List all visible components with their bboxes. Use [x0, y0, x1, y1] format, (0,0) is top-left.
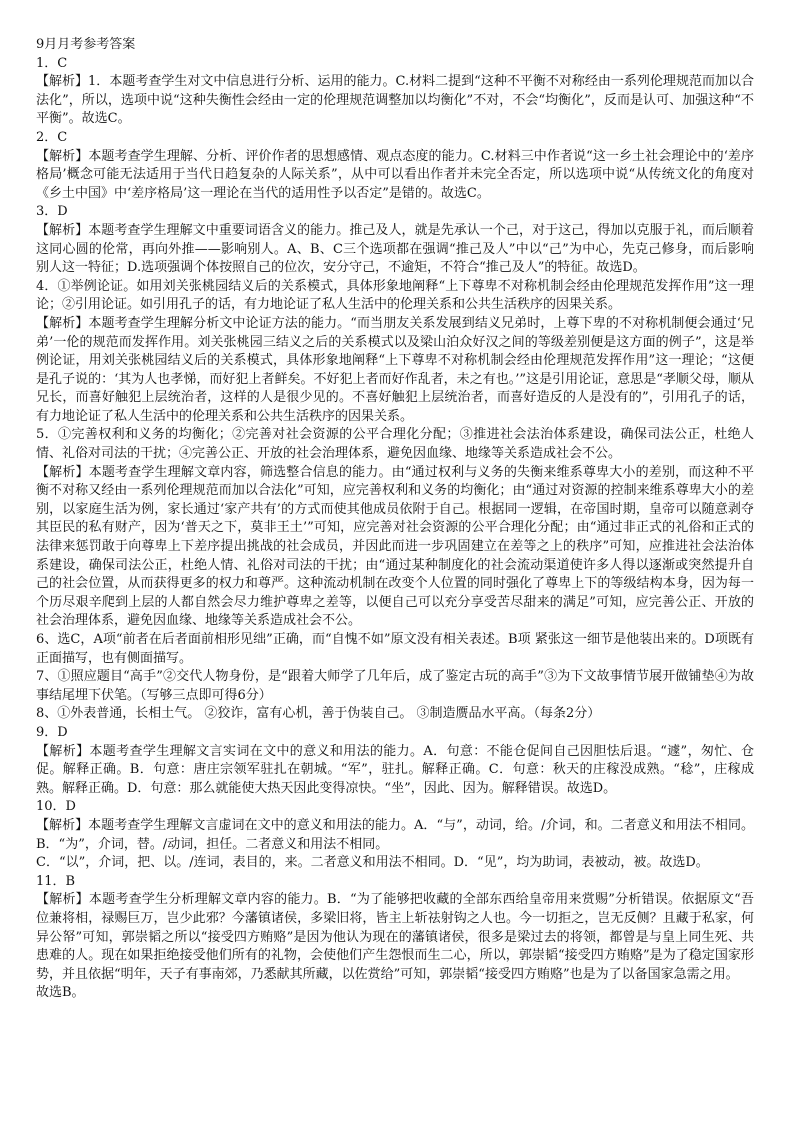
answer-line: 7、①照应题目“高手”②交代人物身份，是“跟着大师学了几年后，成了鉴定古玩的高手”③为下文故事情节展开做铺垫④为故事结尾埋下伏笔。（写够三点即可得6分）	[36, 669, 754, 703]
answer-line: 【解析】本题考查学生理解文中重要词语含义的能力。推己及人，就是先承认一个己，对于这己，得加以克服于礼，而后顺着这同心圆的伦常，再向外推——影响别人。A、B、C三个选项都在强调“推己及人”中以“己”为中心，先克己修身，而后影响别人这一特征；D.选项强调个体按照自己的位次，安分守己，不逾矩，不符合“推己及人”的特征。故选D。	[36, 222, 754, 276]
answer-line: 1．C	[36, 55, 68, 71]
answer-line: 4．①举例论证。如用刘关张桃园结义后的关系模式，具体形象地阐释“上下尊卑不对称机制会经由伦理规范发挥作用”这一理论；②引用论证。如引用孔子的话，有力地论证了私人生活中的伦理关系和公共生活秩序的因果关系。	[36, 278, 754, 313]
answer-line: 11．B	[36, 873, 76, 889]
answer-line: 【解析】本题考查学生理解分析文中论证方法的能力。“而当朋友关系发展到结义兄弟时，上尊下卑的不对称机制便会通过‘兄弟’一伦的规范而发挥作用。刘关张桃园三结义之后的关系模式以及梁山泊众好汉之间的等级差别便是这方面的例子”，这是举例论证，用刘关张桃园结义后的关系模式，具体形象地阐释“上下尊卑不对称机制会经由伦理规范发挥作用”这一理论；“这便是孔子说的：‘其为人也孝悌，而好犯上者鲜矣。不好犯上者而好作乱者，未之有也。’”这是引用论证，意思是“孝顺父母，顺从兄长，而喜好触犯上层统治者，这样的人是很少见的。不喜好触犯上层统治者，而喜好造反的人是没有的”，引用孔子的话，有力地论证了私人生活中的伦理关系和公共生活秩序的因果关系。	[36, 315, 754, 424]
answer-line: 【解析】本题考查学生分析理解文章内容的能力。B．“为了能够把收藏的全部东西给皇帝用来赏赐”分析错误。依据原文“吾位兼将相，禄赐巨万，岂少此邪？今藩镇诸侯，多梁旧将，皆主上斩祛射钩之人也。今一切拒之，岂无反侧？且藏于私家，何异公帑”可知，郭崇韬之所以“接受四方贿赂”是因为他认为现在的藩镇诸侯，很多是梁过去的将领，都曾是与皇上同生死、共患难的人。现在如果拒绝接受他们所有的礼物，会使他们产生怨恨而生二心，所以，郭崇韬“接受四方贿赂”是为了稳定国家形势，并且依据“明年，天子有事南郊，乃悉献其所藏，以佐赏给”可知，郭崇韬“接受四方贿赂”也是为了以备国家急需之用。	[36, 892, 754, 982]
answer-line: 9．D	[36, 724, 68, 740]
answer-line: 【解析】1．本题考查学生对文中信息进行分析、运用的能力。C.材料二提到“这种不平衡不对称经由一系列伦理规范而加以合法化”，所以，选项中说“这种失衡性会经由一定的伦理规范调整加以均衡化”不对，不会“均衡化”，反而是认可、加强这种“不平衡”。故选C。	[36, 74, 754, 127]
answer-line: C．“以”，介词，把、以。/连词，表目的，来。二者意义和用法不相同。D．“见”，均为助词，表被动，被。故选D。	[36, 855, 709, 871]
answer-line: 3．D	[36, 204, 68, 220]
answer-line: 【解析】本题考查学生理解文言实词在文中的意义和用法的能力。A．句意：不能仓促间自己因胆怯后退。“遽”，匆忙、仓促。解释正确。B．句意：唐庄宗领军驻扎在朝城。“军”，驻扎。解释正确。C．句意：秋天的庄稼没成熟。“稔”，庄稼成熟。解释正确。D．句意：那么就能使大热天因此变得凉快。“坐”，因此、因为。解释错误。故选D。	[36, 743, 754, 796]
answer-line: 【解析】本题考查学生理解、分析、评价作者的思想感情、观点态度的能力。C.材料三中作者说“这一乡土社会理论中的‘差序格局’概念可能无法适用于当代日趋复杂的人际关系”，从中可以看出作者并未完全否定，所以选项中说“从传统文化的角度对《乡土中国》中‘差序格局’这一理论在当代的适用性予以否定”是错的。故选C。	[36, 148, 754, 201]
document-title: 9月月考参考答案	[36, 37, 136, 52]
answer-line: 故选B。	[36, 985, 85, 1001]
answer-line: 6、选C，A项“前者在后者面前相形见绌”正确，而“自愧不如”原文没有相关表述。B项 紧张这一细节是他装出来的。D项既有正面描写，也有侧面描写。	[36, 632, 754, 666]
answer-line: 【解析】本题考查学生理解文章内容，筛选整合信息的能力。由“通过权利与义务的失衡来维系尊卑大小的差别，而这种不平衡不对称又经由一系列伦理规范而加以合法化”可知，应完善权利和义务的均衡化；由“通过对资源的控制来维系尊卑大小的差别，以家庭生活为例，家长通过‘家产共有’的方式而使其他成员依附于自己。根据同一逻辑，在帝国时期，皇帝可以随意剥夺其臣民的私有财产，因为‘普天之下，莫非王土’”可知，应完善对社会资源的公平合理化分配；由“通过非正式的礼俗和正式的法律来惩罚敢于向尊卑上下差序提出挑战的社会成员，并因此而进一步巩固建立在差等之上的秩序”可知，应推进社会法治体系建设，确保司法公正，杜绝人情、礼俗对司法的干扰；由“通过某种制度化的社会流动渠道使许多人得以逐渐或突然提升自己的社会位置，从而获得更多的权力和尊严。这种流动机制在改变个人位置的同时强化了尊卑上下的等级结构本身，因为每一个历尽艰辛爬到上层的人都自然会尽力维护尊卑之差等，以便自己可以充分享受苦尽甜来的满足”可知，应完善公正、开放的社会治理体系，避免因血缘、地缘等关系造成社会不公。	[36, 464, 754, 629]
answer-line: 8、①外表普通，长相土气。 ②狡诈，富有心机，善于伪装自己。 ③制造赝品水平高。（每条2分）	[36, 706, 601, 722]
answer-line: 【解析】本题考查学生理解文言虚词在文中的意义和用法的能力。A．“与”，动词，给。/介词，和。二者意义和用法不相同。B．“为”，介词，替。/动词，担任。二者意义和用法不相同。	[36, 817, 754, 852]
document-body	[36, 55, 754, 1003]
answer-line: 10．D	[36, 799, 76, 815]
answer-line: 2．C	[36, 129, 68, 145]
answer-line: 5．①完善权利和义务的均衡化；②完善对社会资源的公平合理化分配；③推进社会法治体系建设，确保司法公正，杜绝人情、礼俗对司法的干扰；④完善公正、开放的社会治理体系，避免因血缘、地缘等关系造成社会不公。	[36, 427, 754, 462]
